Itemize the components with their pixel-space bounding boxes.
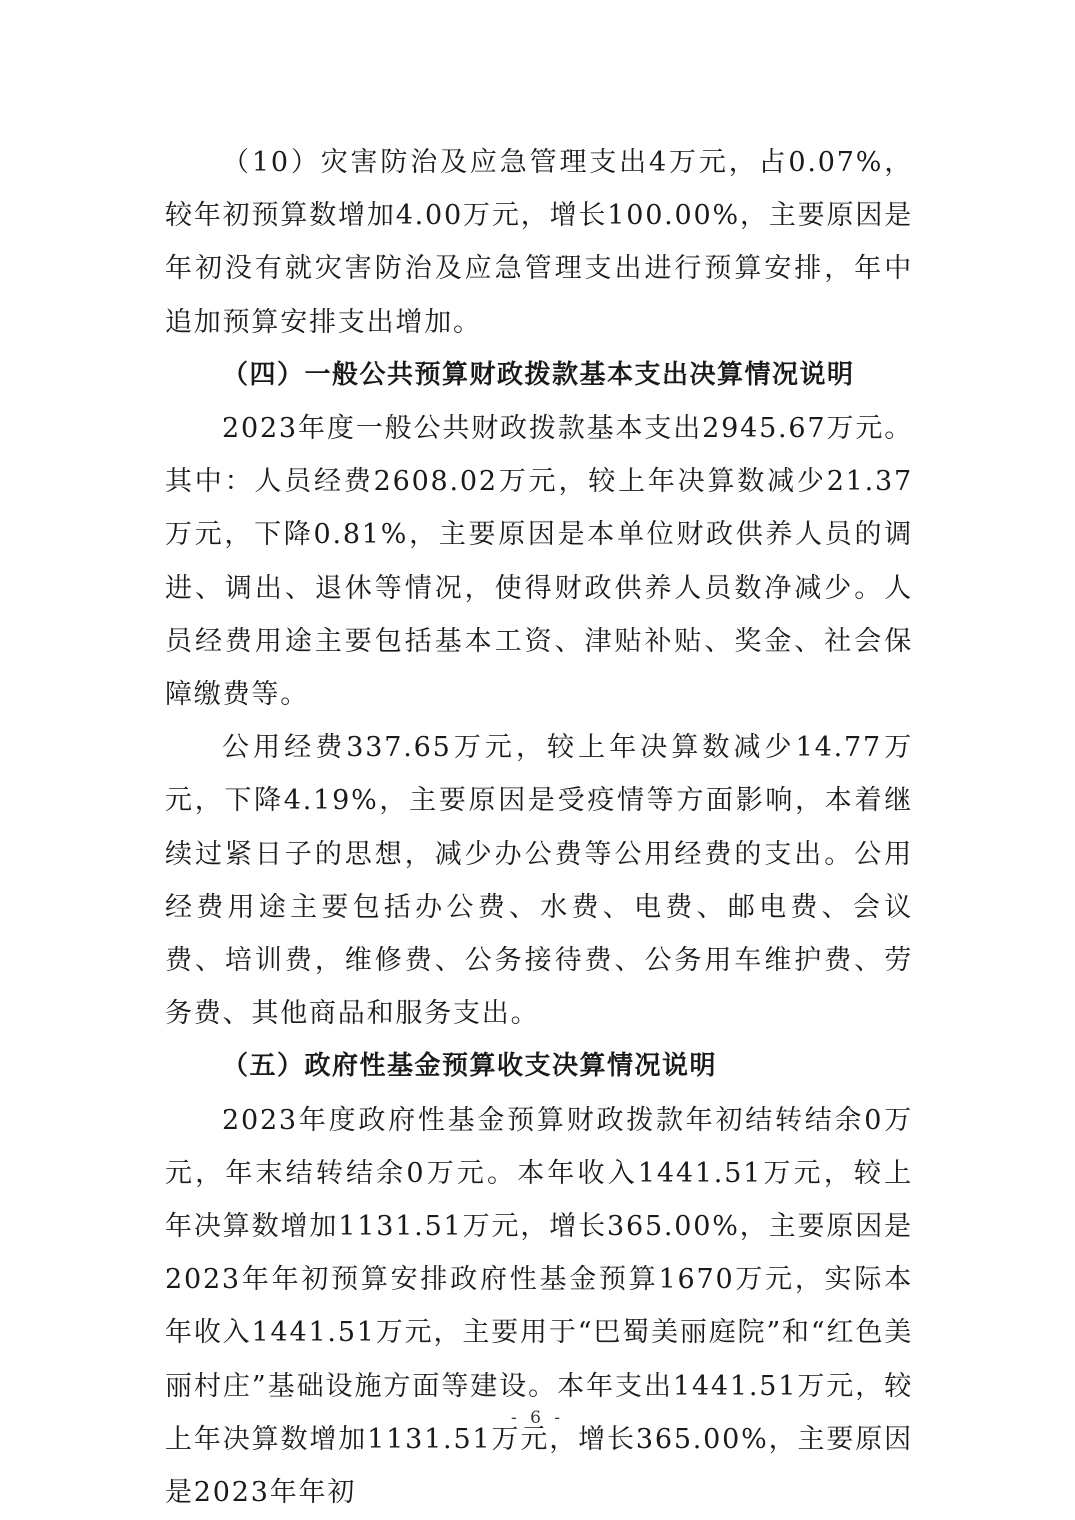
paragraph-disaster-prevention: （10）灾害防治及应急管理支出4万元，占0.07%，较年初预算数增加4.00万元，增长100.00%，主要原因是年初没有就灾害防治及应急管理支出进行预算安排，年中追加预算安排支出增加。 [165, 147, 913, 338]
section-heading-basic-expenditure: （四）一般公共预算财政拨款基本支出决算情况说明 [222, 359, 855, 390]
document-body [165, 136, 913, 1519]
paragraph-government-fund: 2023年度政府性基金预算财政拨款年初结转结余0万元，年末结转结余0万元。本年收入1441.51万元，较上年决算数增加1131.51万元，增长365.00%，主要原因是2023年年初预算安排政府性基金预算1670万元，实际本年收入1441.51万元，主要用于“巴蜀美丽庭院”和“红色美丽村庄”基础设施方面等建设。本年支出1441.51万元，较上年决算数增加1131.51万元，增长365.00%，主要原因是2023年年初 [165, 1104, 913, 1509]
paragraph-personnel-expenses: 2023年度一般公共财政拨款基本支出2945.67万元。其中：人员经费2608.02万元，较上年决算数减少21.37万元，下降0.81%，主要原因是本单位财政供养人员的调进、调出、退休等情况，使得财政供养人员数净减少。人员经费用途主要包括基本工资、津贴补贴、奖金、社会保障缴费等。 [165, 413, 913, 711]
paragraph-public-expenses: 公用经费337.65万元，较上年决算数减少14.77万元，下降4.19%，主要原因是受疫情等方面影响，本着继续过紧日子的思想，减少办公费等公用经费的支出。公用经费用途主要包括办公费、水费、电费、邮电费、会议费、培训费，维修费、公务接待费、公务用车维护费、劳务费、其他商品和服务支出。 [165, 732, 913, 1030]
section-heading-government-fund: （五）政府性基金预算收支决算情况说明 [222, 1051, 718, 1082]
page-number: - 6 - [510, 1408, 565, 1428]
